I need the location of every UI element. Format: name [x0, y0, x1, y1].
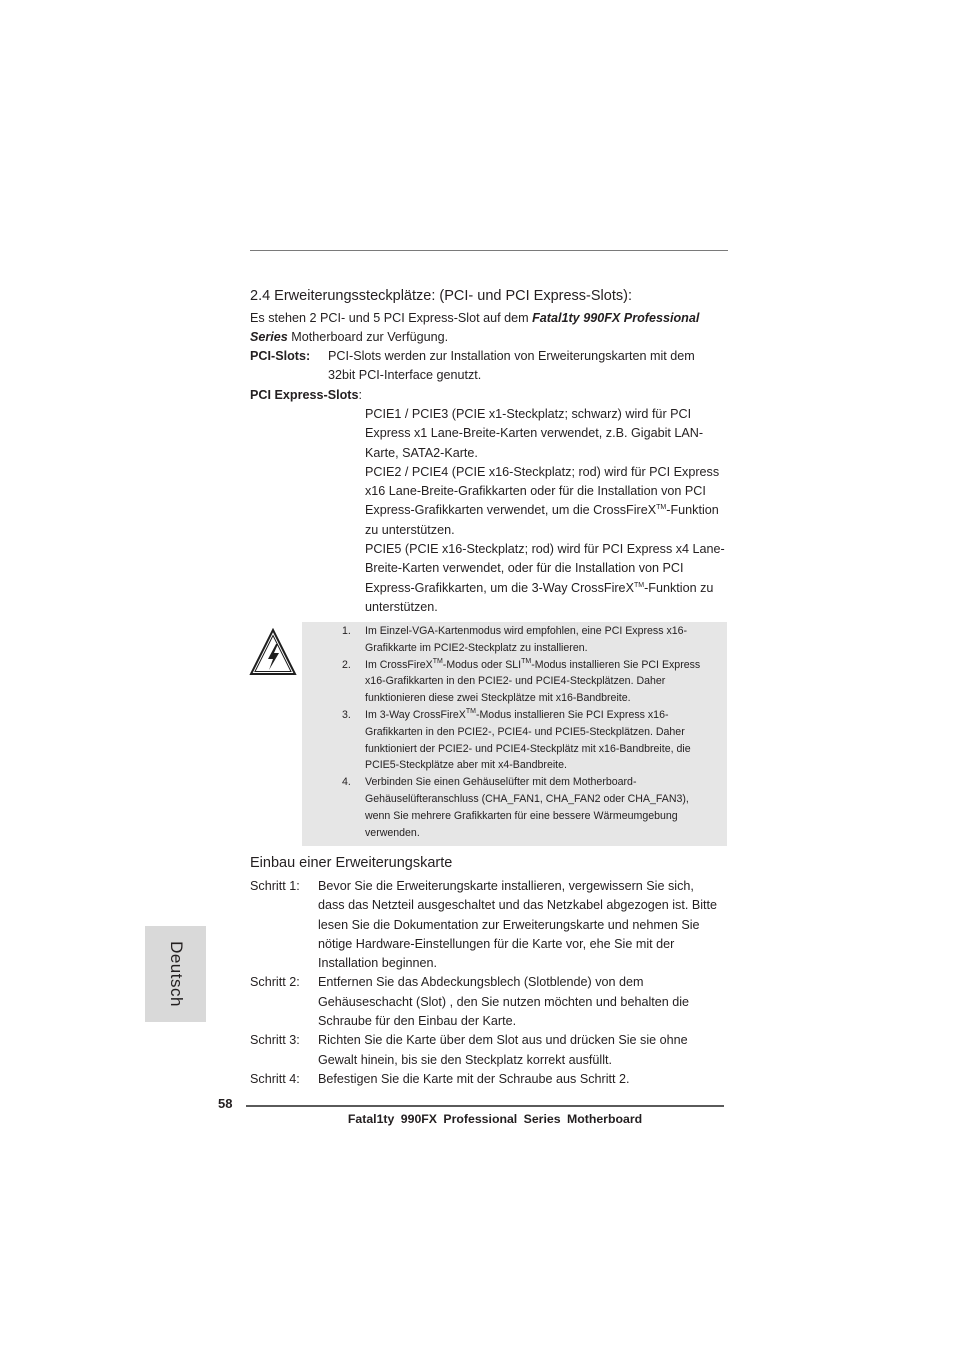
pci-slots-label: PCI-Slots: [250, 349, 311, 363]
notes-list [302, 623, 727, 841]
pcie-x16-description: PCIE2 / PCIE4 (PCIE x16-Steckplatz; rod) wird für PCI Express x16 Lane-Breite-Grafikkarten oder für die Installation von PCI Express-Grafikkarten verwendet, um die CrossFireX™-Funktion zu unterstützen. [365, 464, 720, 537]
intro-paragraph: Es stehen 2 PCI- und 5 PCI Express-Slot auf dem Fatal1ty 990FX Professional Series Motherboard zur Verfügung. [250, 311, 700, 345]
note-item: 2. Im CrossFireX™-Modus oder SLI™-Modus installieren Sie PCI Express x16-Grafikkarten in den PCIE2- und PCIE4-Steckplätzen. Daher funktionieren diese zwei Steckplätze mit x16-Bandbreite. [342, 657, 701, 705]
pcie-x1-description: PCIE1 / PCIE3 (PCIE x1-Steckplatz; schwarz) wird für PCI Express x1 Lane-Breite-Karten verwendet, z.B. Gigabit LAN-Karte, SATA2-Karte. [365, 407, 704, 460]
footer-title: Fatal1ty 990FX Professional Series Motherboard [347, 1112, 643, 1126]
step-2: Schritt 2: Entfernen Sie das Abdeckungsblech (Slotblende) von dem Gehäuseschacht (Slot) , den Sie nutzen möchten und behalten die Schraube für den Einbau der Karte. [250, 975, 690, 1029]
note-item: 1. Im Einzel-VGA-Kartenmodus wird empfohlen, eine PCI Express x16-Grafikkarte im PCIE2-Steckplatz zu installieren. [342, 625, 688, 654]
product-name: Fatal1ty 990FX Professional Series [250, 311, 700, 345]
section-heading: 2.4 Erweiterungssteckplätze: (PCI- und PCI Express-Slots): [250, 288, 632, 304]
note-item: 3. Im 3-Way CrossFireX™-Modus installieren Sie PCI Express x16-Grafikkarten in den PCIE2-, PCIE4- und PCIE5-Steckplätzen. Daher funktioniert der PCIE2- und PCIE4-Steckplätz mit x16-Bandbreite, die PCIE5-Steckplätze aber mit x4-Bandbreite. [342, 707, 691, 772]
install-heading: Einbau einer Erweiterungskarte [250, 855, 453, 871]
note-item: 4. Verbinden Sie einen Gehäuselüfter mit dem Motherboard-Gehäuselüfteranschluss (CHA_FAN1, CHA_FAN2 oder CHA_FAN3), wenn Sie mehrere Grafikkarten für eine bessere Wärmeumgebung verwenden. [342, 776, 689, 839]
page-number: 58 [218, 1096, 233, 1111]
step-4: Schritt 4: Befestigen Sie die Karte mit der Schraube aus Schritt 2. [250, 1071, 630, 1086]
warning-icon [249, 628, 297, 676]
top-rule [250, 250, 728, 251]
pci-slots-text: PCI-Slots werden zur Installation von Erweiterungskarten mit dem 32bit PCI-Interface genutzt. [328, 349, 695, 383]
step-1: Schritt 1: Bevor Sie die Erweiterungskarte installieren, vergewissern Sie sich, dass das Netzteil ausgeschaltet und das Netzkabel abgezogen ist. Bitte lesen Sie die Dokumentation zur Erweiterungskarte und nehmen Sie nötige Hardware-Einstellungen für die Karte vor, ehe Sie mit der Installation beginnen. [250, 879, 718, 971]
step-3: Schritt 3: Richten Sie die Karte über dem Slot aus und drücken Sie sie ohne Gewalt hinein, bis sie den Steckplatz korrekt ausfüllt. [250, 1033, 688, 1067]
language-tab-label: Deutsch [166, 941, 186, 1007]
install-steps [250, 877, 720, 1089]
pcie5-description: PCIE5 (PCIE x16-Steckplatz; rod) wird für PCI Express x4 Lane-Breite-Karten verwendet, oder für die Installation von PCI Express-Grafikkarten, um die 3-Way CrossFireX™-Funktion zu unterstützen. [365, 542, 725, 614]
pcie-slot-descriptions [365, 405, 725, 617]
footer-rule [246, 1105, 724, 1107]
pcie-slots-label: PCI Express-Slots: [250, 388, 362, 402]
